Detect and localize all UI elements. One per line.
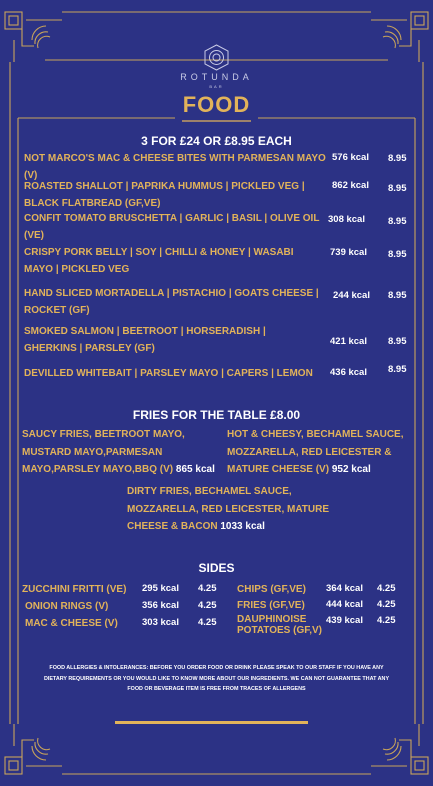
menu-item-kcal: 308 kcal	[328, 214, 365, 225]
menu-item: SMOKED SALMON | BEETROOT | HORSERADISH | GHERKINS | PARSLEY (GF)	[24, 326, 266, 354]
menu-item-kcal: 244 kcal	[333, 290, 370, 301]
sides-heading: SIDES	[198, 561, 235, 575]
side-item-kcal: 356 kcal	[142, 600, 179, 611]
side-item-price: 4.25	[198, 617, 217, 628]
menu-item-price: 8.95	[388, 364, 407, 375]
offer-heading: 3 FOR £24 OR £8.95 EACH	[141, 134, 292, 148]
menu-item: DEVILLED WHITEBAIT | PARSLEY MAYO | CAPERS | LEMON	[24, 368, 313, 379]
menu-item: HAND SLICED MORTADELLA | PISTACHIO | GOATS CHEESE | ROCKET (GF)	[24, 288, 319, 316]
menu-item: CONFIT TOMATO BRUSCHETTA | GARLIC | BASIL | OLIVE OIL (VE)	[24, 213, 320, 241]
rotunda-logo-icon	[202, 44, 231, 71]
menu-item: CRISPY PORK BELLY | SOY | CHILLI & HONEY | WASABI MAYO | PICKLED VEG	[24, 247, 294, 275]
fries-item-name: SAUCY FRIES, BEETROOT MAYO, MUSTARD MAYO,PARMESAN MAYO,PARSLEY MAYO,BBQ (V)	[22, 429, 185, 475]
menu-item-kcal: 421 kcal	[330, 336, 367, 347]
side-item-price: 4.25	[377, 615, 396, 626]
side-item-kcal: 439 kcal	[326, 615, 363, 626]
fries-heading: FRIES FOR THE TABLE £8.00	[132, 408, 301, 422]
side-item-price: 4.25	[377, 599, 396, 610]
side-item-price: 4.25	[377, 583, 396, 594]
menu-item: ROASTED SHALLOT | PAPRIKA HUMMUS | PICKLED VEG | BLACK FLATBREAD (GF,VE)	[24, 181, 305, 209]
menu-item-kcal: 576 kcal	[332, 152, 369, 163]
side-item-name: ONION RINGS (V)	[25, 601, 109, 612]
fries-item	[127, 483, 333, 536]
side-item-kcal: 444 kcal	[326, 599, 363, 610]
side-item-kcal: 295 kcal	[142, 583, 179, 594]
side-item-name: CHIPS (GF,VE)	[237, 584, 306, 595]
side-item-kcal: 303 kcal	[142, 617, 179, 628]
side-item-price: 4.25	[198, 583, 217, 594]
fries-item-kcal: 865 kcal	[175, 464, 215, 475]
page-title: FOOD	[182, 92, 251, 117]
menu-item-price: 8.95	[388, 183, 407, 194]
fries-item-kcal: 1033 kcal	[220, 521, 265, 532]
menu-item-price: 8.95	[388, 290, 407, 301]
menu-item: NOT MARCO'S MAC & CHEESE BITES WITH PARMESAN MAYO (V)	[24, 153, 326, 181]
fries-item	[227, 426, 411, 479]
menu-item-kcal: 862 kcal	[332, 180, 369, 191]
fries-item-kcal: 952 kcal	[331, 464, 371, 475]
menu-item-price: 8.95	[388, 336, 407, 347]
menu-item-price: 8.95	[388, 249, 407, 260]
menu-item-kcal: 739 kcal	[330, 247, 367, 258]
fries-item-name: DIRTY FRIES, BECHAMEL SAUCE, MOZZARELLA, RED LEICESTER, MATURE CHEESE & BACON	[127, 486, 330, 532]
allergy-notice: FOOD ALLERGIES & INTOLERANCES: BEFORE YOU ORDER FOOD OR DRINK PLEASE SPEAK TO OUR STAFF IF YOU HAVE ANY DIETARY REQUIREMENTS OR YOU WOULD LIKE TO KNOW MORE ABOUT OUR INGREDIENTS. WE CAN NOT GUARANTEE THAT ANY FOOD OR BEVERAGE ITEM IS FREE FROM TRACES OF ALLERGENS	[43, 665, 390, 692]
fries-item	[22, 426, 226, 479]
side-item-kcal: 364 kcal	[326, 583, 363, 594]
side-item-name: MAC & CHEESE (V)	[25, 618, 118, 629]
brand-name: ROTUNDA	[180, 72, 253, 82]
brand-subtitle: BAR	[209, 84, 224, 89]
menu-item-kcal: 436 kcal	[330, 367, 367, 378]
side-item-name: DAUPHINOISE POTATOES (GF,V)	[237, 614, 323, 636]
menu-item-price: 8.95	[388, 216, 407, 227]
fries-item-name: HOT & CHEESY, BECHAMEL SAUCE, MOZZARELLA, RED LEICESTER & MATURE CHEESE (V)	[227, 429, 404, 475]
side-item-name: FRIES (GF,VE)	[237, 600, 305, 611]
menu-item-price: 8.95	[388, 153, 407, 164]
side-item-price: 4.25	[198, 600, 217, 611]
side-item-name: ZUCCHINI FRITTI (VE)	[22, 584, 127, 595]
